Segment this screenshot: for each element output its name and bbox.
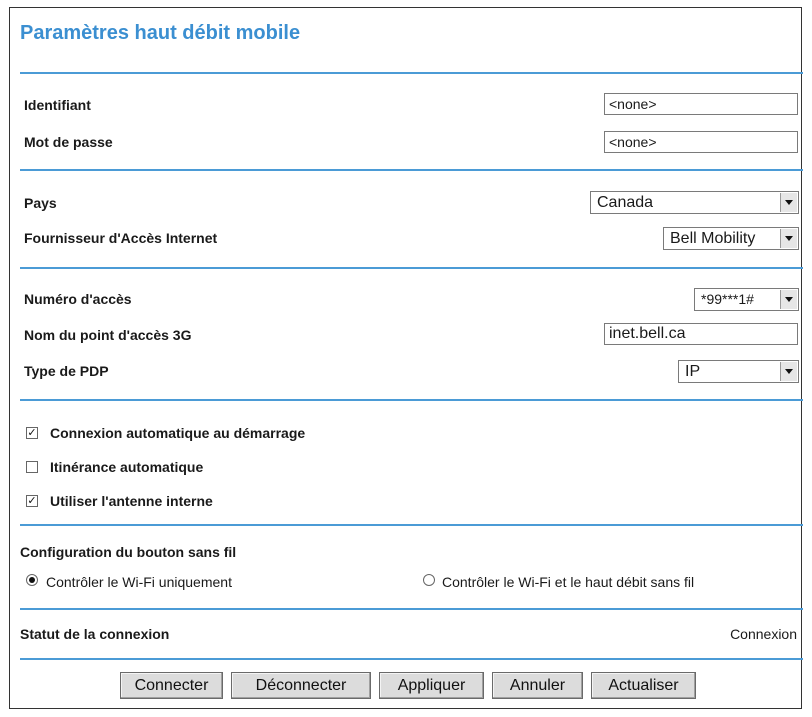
access-number-value: *99***1#: [701, 291, 754, 307]
internal-antenna-label: Utiliser l'antenne interne: [50, 493, 213, 509]
divider: [20, 72, 803, 74]
apn-input[interactable]: inet.bell.ca: [604, 323, 798, 345]
identifier-label: Identifiant: [24, 97, 91, 113]
connection-status-value: Connexion: [730, 626, 797, 642]
country-select-value: Canada: [597, 194, 654, 211]
divider: [20, 399, 803, 401]
connect-button[interactable]: Connecter: [120, 672, 223, 699]
pdp-type-select[interactable]: [678, 360, 799, 383]
wifi-and-broadband-label: Contrôler le Wi-Fi et le haut débit sans fil: [442, 574, 695, 590]
auto-connect-label: Connexion automatique au démarrage: [50, 425, 306, 441]
pdp-type-value: IP: [685, 363, 701, 380]
wireless-button-heading: Configuration du bouton sans fil: [20, 544, 237, 560]
divider: [20, 267, 803, 269]
chevron-down-icon: [780, 290, 797, 309]
chevron-down-icon: [780, 229, 797, 248]
divider: [20, 169, 803, 171]
apn-label: Nom du point d'accès 3G: [24, 327, 192, 343]
country-label: Pays: [24, 195, 57, 211]
isp-select-value: Bell Mobility: [670, 230, 756, 247]
page-title: Paramètres haut débit mobile: [20, 22, 301, 44]
password-label: Mot de passe: [24, 134, 113, 150]
settings-panel: [9, 7, 802, 709]
access-number-select[interactable]: [694, 288, 799, 311]
wifi-and-broadband-radio[interactable]: [423, 574, 435, 586]
chevron-down-icon: [780, 193, 797, 212]
identifier-input[interactable]: <none>: [604, 93, 798, 115]
connection-status-label: Statut de la connexion: [20, 626, 170, 642]
wifi-only-label: Contrôler le Wi-Fi uniquement: [46, 574, 232, 590]
disconnect-button[interactable]: Déconnecter: [231, 672, 371, 699]
auto-roaming-label: Itinérance automatique: [50, 459, 204, 475]
isp-label: Fournisseur d'Accès Internet: [24, 230, 218, 246]
pdp-type-label: Type de PDP: [24, 363, 109, 379]
apply-button[interactable]: Appliquer: [379, 672, 484, 699]
access-number-label: Numéro d'accès: [24, 291, 132, 307]
isp-select[interactable]: [663, 227, 799, 250]
divider: [20, 608, 803, 610]
refresh-button[interactable]: Actualiser: [591, 672, 696, 699]
divider: [20, 658, 803, 660]
wifi-only-radio[interactable]: [26, 574, 38, 586]
auto-connect-checkbox[interactable]: ✓: [27, 427, 37, 439]
auto-roaming-checkbox[interactable]: [26, 461, 38, 473]
country-select[interactable]: [590, 191, 799, 214]
internal-antenna-checkbox[interactable]: ✓: [27, 495, 37, 507]
cancel-button[interactable]: Annuler: [492, 672, 583, 699]
divider: [20, 524, 803, 526]
password-input[interactable]: <none>: [604, 131, 798, 153]
chevron-down-icon: [780, 362, 797, 381]
